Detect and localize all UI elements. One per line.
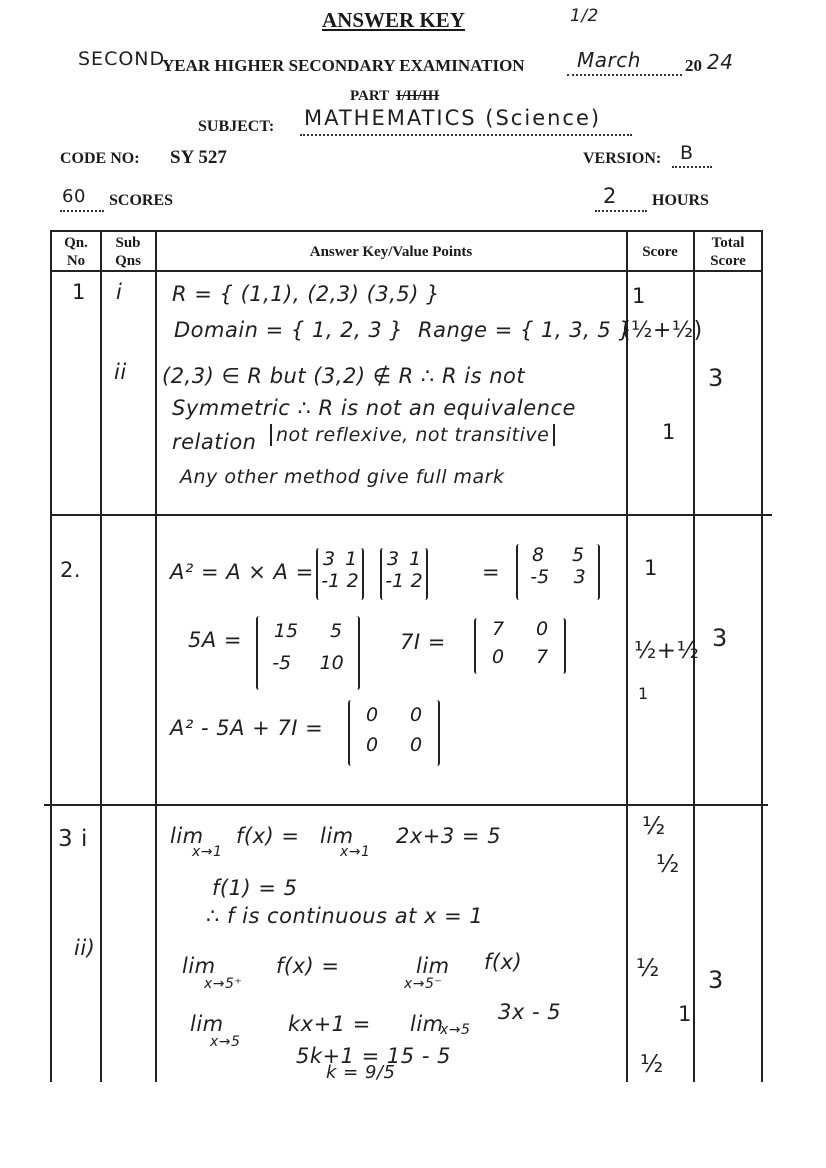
q1-line-relation-word: relation bbox=[172, 430, 257, 454]
q3-l1-limit-under: x→1 bbox=[192, 844, 223, 860]
scores-label: SCORES bbox=[109, 192, 174, 209]
matrix-cell: 10 bbox=[319, 652, 344, 674]
table-col-line bbox=[626, 230, 628, 1082]
q3-l2: f(1) = 5 bbox=[212, 876, 298, 900]
matrix-cell: 1 bbox=[344, 548, 358, 570]
matrix-cell: 0 bbox=[409, 704, 423, 726]
matrix-cell: 8 bbox=[531, 544, 545, 566]
version-field bbox=[672, 144, 712, 168]
q1-line-any-method: Any other method give full mark bbox=[180, 466, 505, 488]
table-col-line bbox=[50, 230, 52, 1082]
q3-l7: k = 9/5 bbox=[326, 1062, 396, 1083]
matrix-cell: 1 bbox=[408, 548, 422, 570]
col-header-total: Total Score bbox=[710, 235, 746, 269]
q3-l1-limit-under2: x→1 bbox=[340, 844, 371, 860]
version-label: VERSION: bbox=[583, 150, 662, 167]
version-value: B bbox=[680, 142, 694, 164]
q3-l4-limit-under: x→5⁺ bbox=[204, 976, 243, 992]
hours-field bbox=[595, 184, 647, 212]
q3-score-3: ½ bbox=[636, 954, 660, 982]
q2-final-label: A² - 5A + 7I = bbox=[170, 716, 324, 740]
q3-l1-lim: lim bbox=[170, 824, 204, 848]
q3-l5-lim2: lim bbox=[410, 1012, 444, 1036]
table-col-line bbox=[155, 230, 157, 1082]
code-value: SY 527 bbox=[170, 147, 227, 168]
q3-score-2: ½ bbox=[656, 850, 680, 878]
q1-score-3: 1 bbox=[662, 420, 676, 444]
q2-7i-label: 7I = bbox=[400, 630, 446, 654]
exam-year-printed: 20 bbox=[685, 56, 702, 75]
q1-score-2: (½+½) bbox=[622, 318, 703, 343]
page-title: ANSWER KEY bbox=[322, 8, 465, 32]
table-row-divider bbox=[50, 514, 772, 516]
matrix-cell: 2 bbox=[410, 570, 423, 592]
matrix-cell: 0 bbox=[365, 704, 379, 726]
table-col-line bbox=[100, 230, 102, 1082]
q1-line-relation: R = { (1,1), (2,3) (3,5) } bbox=[172, 282, 440, 306]
matrix-cell: 5 bbox=[329, 620, 343, 642]
q2-score-1: 1 bbox=[644, 556, 658, 580]
q3-l1-value: 2x+3 = 5 bbox=[396, 824, 502, 848]
matrix-cell: 15 bbox=[273, 620, 299, 642]
matrix-cell: -1 bbox=[385, 570, 405, 592]
q3-l3: ∴ f is continuous at x = 1 bbox=[206, 904, 484, 928]
col-header-qno: Qn. No bbox=[64, 235, 88, 269]
q2-5a-label: 5A = bbox=[188, 628, 242, 652]
q2-score-3: 1 bbox=[638, 684, 649, 703]
exam-year-hand: 24 bbox=[707, 50, 734, 74]
col-header-subqns: Sub Qns bbox=[115, 235, 141, 269]
matrix-cell: 0 bbox=[365, 734, 379, 756]
q2-a2-label: A² = A × A = bbox=[170, 560, 314, 584]
q1-line-symmetric-2: Symmetric ∴ R is not an equivalence bbox=[172, 396, 576, 420]
exam-text: YEAR HIGHER SECONDARY EXAMINATION bbox=[162, 56, 525, 75]
q1-line-domain: Domain = { 1, 2, 3 } bbox=[174, 318, 404, 342]
q3-l5-expr2: 3x - 5 bbox=[498, 1000, 562, 1024]
col-header-score: Score bbox=[642, 244, 678, 260]
matrix-5a bbox=[256, 616, 360, 690]
matrix-a-first bbox=[316, 548, 364, 600]
code-label: CODE NO: bbox=[60, 150, 140, 167]
matrix-cell: 2 bbox=[346, 570, 359, 592]
q1-sub-i: i bbox=[116, 280, 123, 304]
q3-l5-limit-under: x→5 bbox=[210, 1034, 241, 1050]
matrix-cell: 3 bbox=[573, 566, 586, 588]
hours-label: HOURS bbox=[652, 192, 709, 209]
matrix-cell: 0 bbox=[491, 646, 505, 668]
matrix-a-squared bbox=[516, 544, 600, 600]
matrix-cell: 0 bbox=[535, 618, 549, 640]
matrix-cell: 5 bbox=[571, 544, 585, 566]
q3-l4-fx2: f(x) bbox=[484, 950, 523, 974]
q1-total: 3 bbox=[708, 364, 724, 392]
table-row-divider bbox=[44, 804, 768, 806]
matrix-7i bbox=[474, 618, 566, 674]
matrix-cell: -1 bbox=[321, 570, 341, 592]
q1-line-symmetric-1: (2,3) ∈ R but (3,2) ∉ R ∴ R is not bbox=[162, 364, 526, 388]
q3-l4-lim2: lim bbox=[416, 954, 450, 978]
subject-field bbox=[300, 104, 632, 136]
q3-l1-fx: f(x) = bbox=[236, 824, 300, 848]
scores-value: 60 bbox=[62, 186, 86, 207]
subject-label: SUBJECT: bbox=[198, 118, 275, 135]
q3-l6: 5k+1 = 15 - 5 bbox=[296, 1044, 451, 1068]
q3-l1-lim2: lim bbox=[320, 824, 354, 848]
q2-equals: = bbox=[482, 560, 501, 584]
q1-score-1: 1 bbox=[632, 284, 646, 308]
matrix-cell: 3 bbox=[322, 548, 336, 570]
matrix-a-second bbox=[380, 548, 428, 600]
matrix-cell: -5 bbox=[530, 566, 550, 588]
matrix-cell: 0 bbox=[409, 734, 423, 756]
q3-total: 3 bbox=[708, 966, 724, 994]
q3-score-4: 1 bbox=[678, 1002, 692, 1026]
col-header-answer: Answer Key/Value Points bbox=[309, 244, 473, 260]
q2-total: 3 bbox=[712, 624, 728, 652]
q3-l5-limit-under2: x→5 bbox=[440, 1022, 471, 1038]
exam-month: March bbox=[577, 48, 641, 72]
part-label: PART bbox=[350, 88, 390, 104]
q1-line-bracketed-note: not reflexive, not transitive bbox=[270, 424, 555, 446]
q3-l5-lim: lim bbox=[190, 1012, 224, 1036]
q3-l4-limit-under2: x→5⁻ bbox=[404, 976, 443, 992]
matrix-cell: 7 bbox=[535, 646, 549, 668]
q2-number: 2. bbox=[60, 558, 82, 582]
q1-number: 1 bbox=[72, 280, 86, 304]
q3-l4-lim: lim bbox=[182, 954, 216, 978]
page-mark: 1/2 bbox=[570, 6, 599, 26]
q3-sub-ii: ii) bbox=[74, 936, 96, 960]
q3-l5-expr: kx+1 = bbox=[288, 1012, 371, 1036]
q3-score-5: ½ bbox=[640, 1050, 664, 1078]
hours-value: 2 bbox=[603, 184, 617, 208]
q3-number: 3 i bbox=[58, 826, 88, 852]
q2-score-2: ½+½ bbox=[634, 638, 700, 664]
subject-value: MATHEMATICS (Science) bbox=[304, 106, 602, 130]
exam-month-field bbox=[567, 48, 682, 76]
table-col-line bbox=[761, 230, 763, 1082]
q1-sub-ii: ii bbox=[114, 360, 127, 384]
q3-score-1: ½ bbox=[642, 812, 666, 840]
matrix-cell: -5 bbox=[272, 652, 292, 674]
q3-l4-fx: f(x) = bbox=[276, 954, 340, 978]
matrix-cell: 7 bbox=[491, 618, 505, 640]
q1-line-range: Range = { 1, 3, 5 } bbox=[418, 318, 633, 342]
matrix-zero bbox=[348, 700, 440, 766]
matrix-cell: 3 bbox=[386, 548, 400, 570]
exam-prefix: SECOND bbox=[78, 48, 166, 70]
scores-field bbox=[60, 188, 104, 212]
part-value: I/II/III bbox=[396, 88, 440, 104]
